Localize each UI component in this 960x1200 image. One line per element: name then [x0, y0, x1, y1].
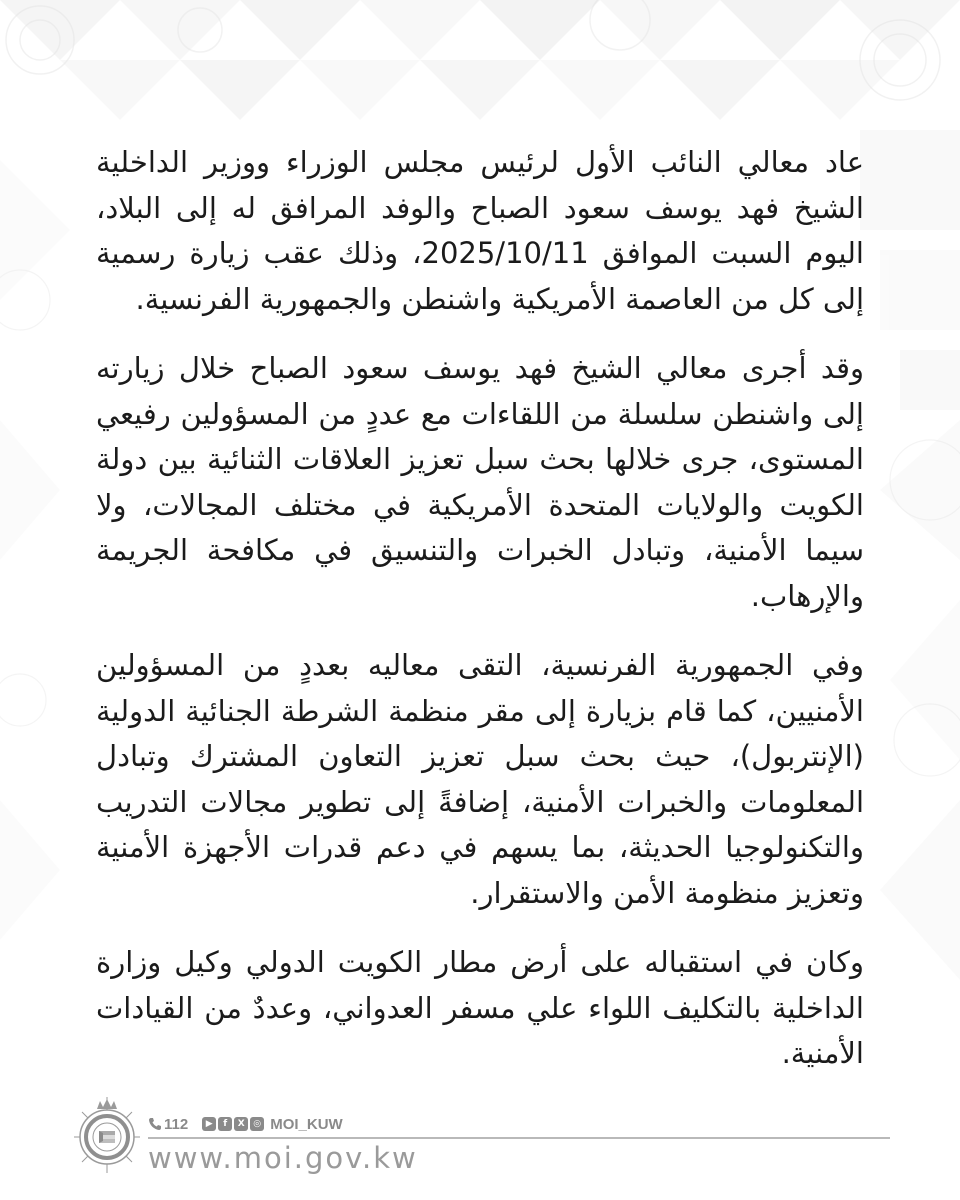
- facebook-icon[interactable]: f: [218, 1117, 232, 1131]
- kuwait-police-emblem-icon: [72, 1095, 142, 1175]
- phone-label: 112: [164, 1115, 189, 1133]
- article-paragraph: وكان في استقباله على أرض مطار الكويت الدولي وكيل وزارة الداخلية بالتكليف اللواء علي مسفر العدواني، وعددٌ من القيادات الأمنية.: [96, 945, 864, 1070]
- x-icon[interactable]: X: [234, 1117, 248, 1131]
- article-paragraph: عاد معالي النائب الأول لرئيس مجلس الوزراء ووزير الداخلية الشيخ فهد يوسف سعود الصباح والوفد المرافق له إلى البلاد، اليوم السبت الموافق 2025/10/11، وذلك عقب زيارة رسمية إلى كل من العاصمة الأمريكية واشنطن والجمهورية الفرنسية.: [96, 145, 864, 316]
- phone-icon: [148, 1117, 162, 1131]
- social-handle[interactable]: MOI_KUW: [270, 1115, 343, 1133]
- website-link[interactable]: www.moi.gov.kw: [148, 1141, 418, 1175]
- contact-row: [148, 1113, 343, 1135]
- social-icons: [202, 1117, 264, 1131]
- article-body: [96, 140, 864, 1101]
- article-paragraph: وقد أجرى معالي الشيخ فهد يوسف سعود الصباح خلال زيارته إلى واشنطن سلسلة من اللقاءات مع عددٍ من المسؤولين رفيعي المستوى، جرى خلالها بحث سبل تعزيز العلاقات الثنائية بين دولة الكويت والولايات المتحدة الأمريكية في مختلف المجالات، ولا سيما الأمنية، وتبادل الخبرات والتنسيق في مكافحة الجريمة والإرهاب.: [96, 351, 864, 613]
- footer-divider: [148, 1137, 890, 1139]
- article-paragraph: وفي الجمهورية الفرنسية، التقى معاليه بعددٍ من المسؤولين الأمنيين، كما قام بزيارة إلى مقر منظمة الشرطة الجنائية الدولية (الإنتربول)، حيث بحث سبل تعزيز التعاون المشترك وتبادل المعلومات والخبرات الأمنية، إضافةً إلى تطوير مجالات التدريب والتكنولوجيا الحديثة، بما يسهم في دعم قدرات الأجهزة الأمنية وتعزيز منظومة الأمن والاستقرار.: [96, 648, 864, 910]
- instagram-icon[interactable]: ◎: [250, 1117, 264, 1131]
- footer: [72, 1095, 892, 1185]
- phone-number[interactable]: [148, 1116, 188, 1133]
- youtube-icon[interactable]: ▶: [202, 1117, 216, 1131]
